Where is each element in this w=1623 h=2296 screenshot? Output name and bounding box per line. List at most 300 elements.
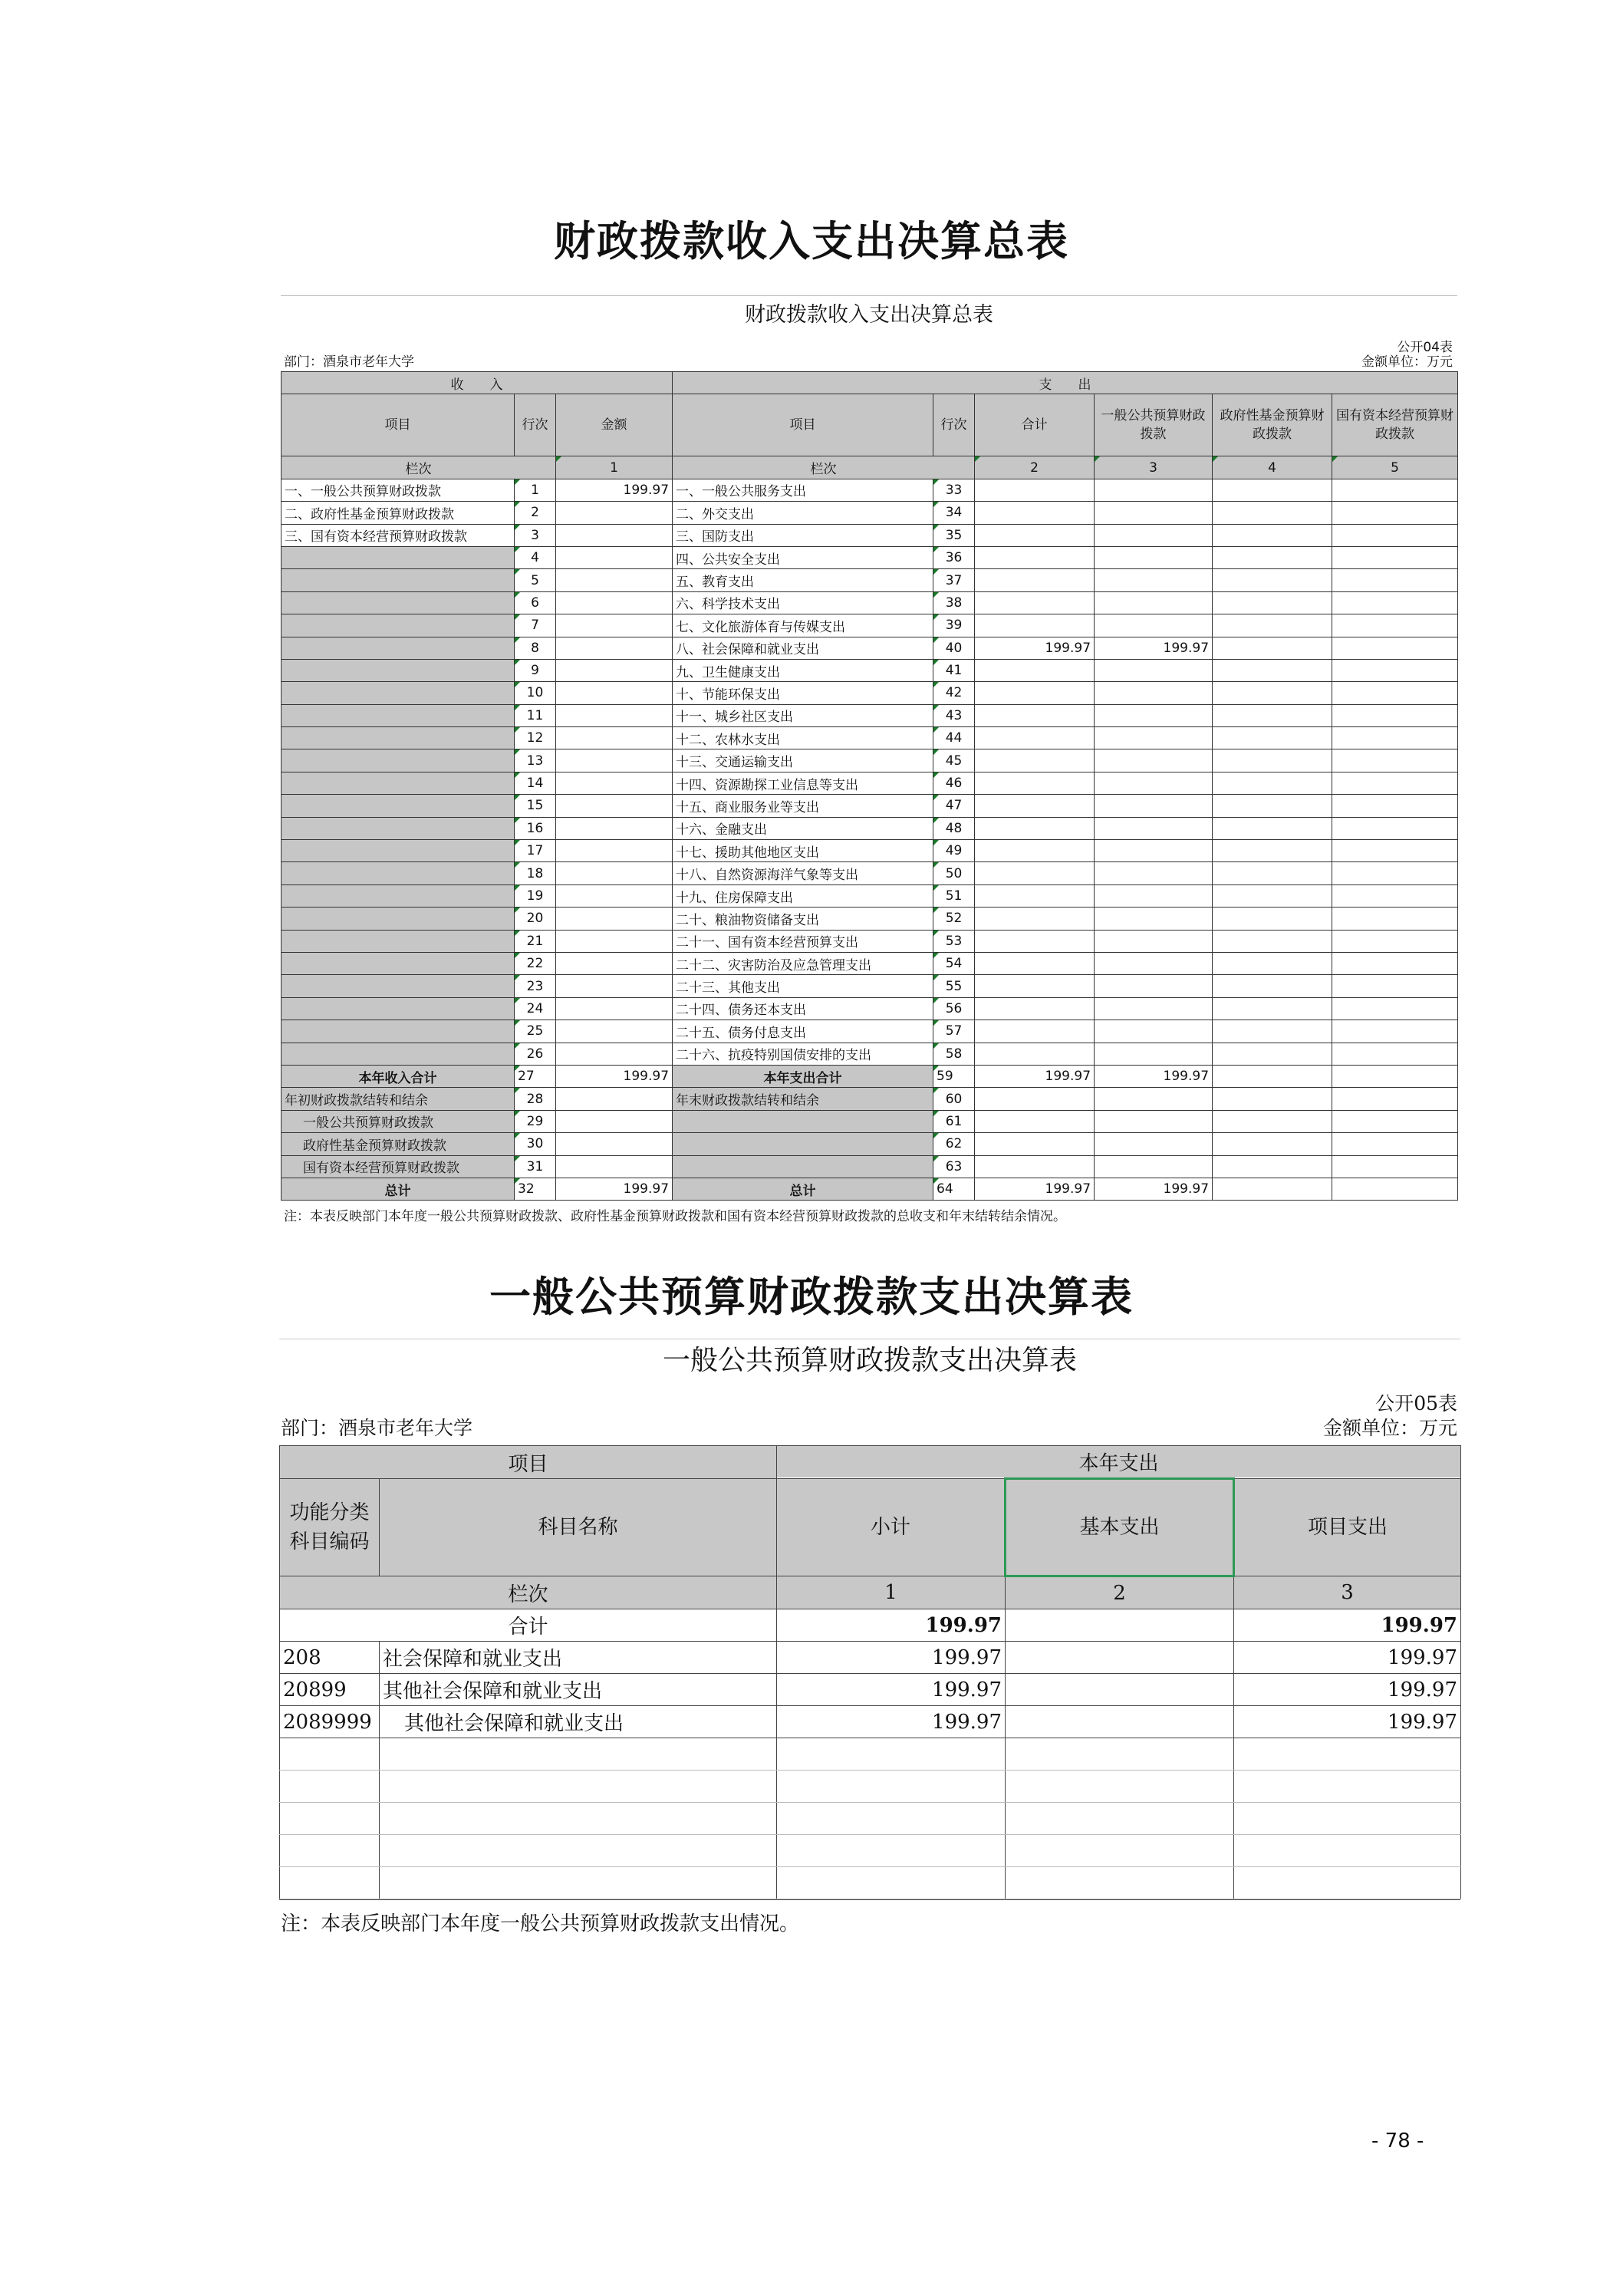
income-amount: 199.97 bbox=[556, 479, 673, 501]
table1-row bbox=[281, 659, 1458, 681]
expense-item: 十一、城乡社区支出 bbox=[673, 704, 933, 726]
carry-income-item: 年初财政拨款结转和结余 bbox=[281, 1088, 515, 1110]
income-line: 14 bbox=[515, 772, 556, 794]
empty-cell bbox=[380, 1835, 777, 1867]
total-label: 合计 bbox=[280, 1609, 777, 1642]
carry-income-item: 国有资本经营预算财政拨款 bbox=[281, 1155, 515, 1178]
table1-row bbox=[281, 682, 1458, 704]
income-item bbox=[281, 997, 515, 1020]
empty-cell bbox=[777, 1803, 1006, 1835]
col-no: 2 bbox=[1006, 1576, 1234, 1609]
income-item bbox=[281, 614, 515, 637]
table1-dept: 部门：酒泉市老年大学 bbox=[284, 354, 414, 370]
table2-code: 公开05表 bbox=[1375, 1392, 1457, 1415]
empty-cell bbox=[1213, 524, 1332, 546]
empty-cell bbox=[1006, 1738, 1234, 1771]
income-line: 19 bbox=[515, 884, 556, 907]
empty-cell bbox=[1095, 1133, 1213, 1155]
col-no: 1 bbox=[556, 456, 673, 479]
subject-name: 其他社会保障和就业支出 bbox=[380, 1706, 777, 1738]
empty-cell bbox=[1213, 1155, 1332, 1178]
empty-cell bbox=[1213, 614, 1332, 637]
income-line: 18 bbox=[515, 862, 556, 884]
col-total: 合计 bbox=[975, 394, 1095, 456]
expense-line: 39 bbox=[933, 614, 975, 637]
income-line: 8 bbox=[515, 637, 556, 659]
income-line: 13 bbox=[515, 749, 556, 772]
col-line: 行次 bbox=[515, 394, 556, 456]
expense-general bbox=[1095, 546, 1213, 568]
table2-body bbox=[280, 1642, 1461, 1899]
col-no: 3 bbox=[1095, 456, 1213, 479]
income-item bbox=[281, 817, 515, 839]
table2-blank-row bbox=[280, 1738, 1461, 1771]
empty-cell bbox=[1213, 908, 1332, 930]
empty-cell bbox=[777, 1835, 1006, 1867]
carry-expense-item: 年末财政拨款结转和结余 bbox=[673, 1088, 933, 1110]
table1-row bbox=[281, 997, 1458, 1020]
expense-item: 五、教育支出 bbox=[673, 569, 933, 591]
table1-row bbox=[281, 908, 1458, 930]
empty-cell bbox=[1234, 1803, 1461, 1835]
income-line: 10 bbox=[515, 682, 556, 704]
expense-general bbox=[1095, 975, 1213, 997]
expense-general bbox=[1095, 569, 1213, 591]
expense-line: 36 bbox=[933, 546, 975, 568]
income-amount bbox=[556, 952, 673, 974]
sum-expense-line: 59 bbox=[933, 1065, 975, 1087]
expense-total bbox=[975, 1043, 1095, 1065]
table1-row bbox=[281, 817, 1458, 839]
col-amount: 金额 bbox=[556, 394, 673, 456]
expense-line: 49 bbox=[933, 840, 975, 862]
income-amount bbox=[556, 569, 673, 591]
expense-line: 46 bbox=[933, 772, 975, 794]
subtotal-value: 199.97 bbox=[777, 1674, 1006, 1706]
table1-row bbox=[281, 952, 1458, 974]
empty-cell bbox=[1332, 569, 1458, 591]
sum-expense-label: 本年支出合计 bbox=[673, 1065, 933, 1087]
empty-cell bbox=[1213, 1133, 1332, 1155]
empty-cell bbox=[1332, 682, 1458, 704]
income-item bbox=[281, 975, 515, 997]
grand-income-line: 32 bbox=[515, 1178, 556, 1200]
empty-cell bbox=[1213, 952, 1332, 974]
empty-cell bbox=[1234, 1771, 1461, 1803]
empty-cell bbox=[1332, 930, 1458, 952]
expense-total bbox=[975, 908, 1095, 930]
expense-general bbox=[1095, 884, 1213, 907]
empty-cell bbox=[1213, 1020, 1332, 1043]
income-line: 22 bbox=[515, 952, 556, 974]
empty-cell bbox=[380, 1803, 777, 1835]
col-item: 项目 bbox=[280, 1446, 777, 1479]
empty-cell bbox=[1332, 772, 1458, 794]
table1-row bbox=[281, 1020, 1458, 1043]
table1-header-row bbox=[281, 372, 1458, 394]
income-line: 15 bbox=[515, 795, 556, 817]
expense-line: 54 bbox=[933, 952, 975, 974]
subject-code: 20899 bbox=[280, 1674, 380, 1706]
income-item bbox=[281, 1043, 515, 1065]
income-amount bbox=[556, 546, 673, 568]
income-line: 3 bbox=[515, 524, 556, 546]
col-project: 项目支出 bbox=[1234, 1479, 1461, 1576]
expense-general bbox=[1095, 908, 1213, 930]
col-item: 项目 bbox=[673, 394, 933, 456]
table1-row bbox=[281, 840, 1458, 862]
empty-cell bbox=[1213, 682, 1332, 704]
table1-carry-row bbox=[281, 1088, 1458, 1110]
income-item bbox=[281, 952, 515, 974]
expense-general bbox=[1095, 1043, 1213, 1065]
income-item bbox=[281, 569, 515, 591]
empty-cell bbox=[1332, 546, 1458, 568]
income-item bbox=[281, 591, 515, 614]
col-general: 一般公共预算财政拨款 bbox=[1095, 394, 1213, 456]
empty-cell bbox=[556, 1110, 673, 1132]
expense-total bbox=[975, 975, 1095, 997]
empty-cell bbox=[280, 1835, 380, 1867]
total-subtotal: 199.97 bbox=[777, 1609, 1006, 1642]
expense-item: 十四、资源勘探工业信息等支出 bbox=[673, 772, 933, 794]
empty-cell bbox=[1332, 795, 1458, 817]
empty-cell bbox=[1213, 1178, 1332, 1200]
expense-general bbox=[1095, 479, 1213, 501]
income-amount bbox=[556, 614, 673, 637]
table2-title: 一般公共预算财政拨款支出决算表 bbox=[279, 1339, 1460, 1382]
empty-cell bbox=[1213, 975, 1332, 997]
expense-general bbox=[1095, 840, 1213, 862]
project-value: 199.97 bbox=[1234, 1706, 1461, 1738]
empty-cell bbox=[556, 1133, 673, 1155]
carry-expense-line: 62 bbox=[933, 1133, 975, 1155]
empty-cell bbox=[1213, 1088, 1332, 1110]
expense-item: 二十五、债务付息支出 bbox=[673, 1020, 933, 1043]
carry-income-item: 政府性基金预算财政拨款 bbox=[281, 1133, 515, 1155]
col-year: 本年支出 bbox=[777, 1446, 1461, 1479]
expense-total bbox=[975, 659, 1095, 681]
expense-line: 45 bbox=[933, 749, 975, 772]
empty-cell bbox=[1332, 1110, 1458, 1132]
empty-cell bbox=[777, 1771, 1006, 1803]
empty-cell bbox=[777, 1867, 1006, 1899]
carry-expense-item bbox=[673, 1133, 933, 1155]
expense-item: 二、外交支出 bbox=[673, 502, 933, 524]
empty-cell bbox=[1213, 795, 1332, 817]
expense-total bbox=[975, 704, 1095, 726]
table1-label-row bbox=[281, 456, 1458, 479]
income-item bbox=[281, 727, 515, 749]
col-label: 栏次 bbox=[673, 456, 975, 479]
income-line: 24 bbox=[515, 997, 556, 1020]
expense-item: 十七、援助其他地区支出 bbox=[673, 840, 933, 862]
expense-total bbox=[975, 502, 1095, 524]
empty-cell bbox=[1234, 1867, 1461, 1899]
expense-total bbox=[975, 862, 1095, 884]
table1-note: 注：本表反映部门本年度一般公共预算财政拨款、政府性基金预算财政拨款和国有资本经营预算财政拨款的总收支和年末结转结余情况。 bbox=[284, 1209, 1066, 1225]
empty-cell bbox=[1332, 1020, 1458, 1043]
expense-item: 十三、交通运输支出 bbox=[673, 749, 933, 772]
table1-meta bbox=[281, 334, 1457, 371]
col-no: 4 bbox=[1213, 456, 1332, 479]
empty-cell bbox=[556, 1155, 673, 1178]
carry-expense-item bbox=[673, 1110, 933, 1132]
basic-value bbox=[1006, 1642, 1234, 1674]
empty-cell bbox=[1095, 1088, 1213, 1110]
empty-cell bbox=[1006, 1771, 1234, 1803]
table1-row bbox=[281, 637, 1458, 659]
sum-expense-total: 199.97 bbox=[975, 1065, 1095, 1087]
carry-income-line: 30 bbox=[515, 1133, 556, 1155]
table1 bbox=[281, 371, 1458, 1201]
col-subtotal: 小计 bbox=[777, 1479, 1006, 1576]
basic-value bbox=[1006, 1674, 1234, 1706]
table2-row bbox=[280, 1674, 1461, 1706]
income-amount bbox=[556, 659, 673, 681]
grand-expense-total: 199.97 bbox=[975, 1178, 1095, 1200]
empty-cell bbox=[1213, 637, 1332, 659]
income-item bbox=[281, 546, 515, 568]
empty-cell bbox=[1095, 1110, 1213, 1132]
table2-total-row bbox=[280, 1609, 1461, 1642]
table2-dept: 部门：酒泉市老年大学 bbox=[281, 1417, 473, 1439]
income-amount bbox=[556, 1043, 673, 1065]
empty-cell bbox=[1332, 637, 1458, 659]
income-amount bbox=[556, 772, 673, 794]
expense-total bbox=[975, 884, 1095, 907]
expense-item: 十九、住房保障支出 bbox=[673, 884, 933, 907]
expense-line: 43 bbox=[933, 704, 975, 726]
expense-general bbox=[1095, 749, 1213, 772]
expense-item: 二十二、灾害防治及应急管理支出 bbox=[673, 952, 933, 974]
carry-income-line: 29 bbox=[515, 1110, 556, 1132]
income-line: 5 bbox=[515, 569, 556, 591]
col-no: 5 bbox=[1332, 456, 1458, 479]
table2 bbox=[279, 1445, 1461, 1899]
income-item bbox=[281, 1020, 515, 1043]
expense-item: 十八、自然资源海洋气象等支出 bbox=[673, 862, 933, 884]
empty-cell bbox=[1213, 479, 1332, 501]
expense-total bbox=[975, 682, 1095, 704]
empty-cell bbox=[1332, 1178, 1458, 1200]
expense-item: 十二、农林水支出 bbox=[673, 727, 933, 749]
subtotal-value: 199.97 bbox=[777, 1706, 1006, 1738]
table1-row bbox=[281, 727, 1458, 749]
expense-line: 44 bbox=[933, 727, 975, 749]
carry-income-line: 31 bbox=[515, 1155, 556, 1178]
col-label: 栏次 bbox=[280, 1576, 777, 1609]
empty-cell bbox=[1213, 749, 1332, 772]
expense-total bbox=[975, 479, 1095, 501]
expense-general bbox=[1095, 997, 1213, 1020]
empty-cell bbox=[1332, 727, 1458, 749]
empty-cell bbox=[1234, 1835, 1461, 1867]
income-amount bbox=[556, 637, 673, 659]
expense-total bbox=[975, 795, 1095, 817]
empty-cell bbox=[1213, 772, 1332, 794]
expense-general bbox=[1095, 795, 1213, 817]
table1-row bbox=[281, 479, 1458, 501]
expense-line: 41 bbox=[933, 659, 975, 681]
carry-income-item: 一般公共预算财政拨款 bbox=[281, 1110, 515, 1132]
expense-line: 47 bbox=[933, 795, 975, 817]
income-line: 23 bbox=[515, 975, 556, 997]
carry-expense-line: 63 bbox=[933, 1155, 975, 1178]
expense-item: 一、一般公共服务支出 bbox=[673, 479, 933, 501]
expense-general bbox=[1095, 817, 1213, 839]
expense-general bbox=[1095, 952, 1213, 974]
expense-total bbox=[975, 524, 1095, 546]
income-line: 20 bbox=[515, 908, 556, 930]
grand-expense-line: 64 bbox=[933, 1178, 975, 1200]
empty-cell bbox=[1332, 1043, 1458, 1065]
empty-cell bbox=[1006, 1867, 1234, 1899]
expense-item: 八、社会保障和就业支出 bbox=[673, 637, 933, 659]
grand-income-amount: 199.97 bbox=[556, 1178, 673, 1200]
table1-title: 财政拨款收入支出决算总表 bbox=[281, 295, 1457, 334]
income-amount bbox=[556, 908, 673, 930]
carry-expense-line: 60 bbox=[933, 1088, 975, 1110]
expense-general bbox=[1095, 524, 1213, 546]
table2-label-row bbox=[280, 1576, 1461, 1609]
table2-blank-row bbox=[280, 1803, 1461, 1835]
empty-cell bbox=[1006, 1803, 1234, 1835]
empty-cell bbox=[1332, 817, 1458, 839]
col-line: 行次 bbox=[933, 394, 975, 456]
income-item bbox=[281, 659, 515, 681]
income-item bbox=[281, 637, 515, 659]
col-basic[interactable]: 基本支出 bbox=[1006, 1479, 1234, 1576]
income-amount bbox=[556, 591, 673, 614]
expense-general bbox=[1095, 862, 1213, 884]
basic-value bbox=[1006, 1706, 1234, 1738]
expense-total bbox=[975, 727, 1095, 749]
empty-cell bbox=[1332, 862, 1458, 884]
table1-row bbox=[281, 704, 1458, 726]
expense-general bbox=[1095, 659, 1213, 681]
sum-expense-general: 199.97 bbox=[1095, 1065, 1213, 1087]
expense-general bbox=[1095, 502, 1213, 524]
income-item bbox=[281, 704, 515, 726]
project-value: 199.97 bbox=[1234, 1674, 1461, 1706]
page-number: - 78 - bbox=[1371, 2130, 1424, 2153]
empty-cell bbox=[1213, 884, 1332, 907]
income-amount bbox=[556, 502, 673, 524]
income-item: 二、政府性基金预算财政拨款 bbox=[281, 502, 515, 524]
table2-blank-row bbox=[280, 1867, 1461, 1899]
income-amount bbox=[556, 817, 673, 839]
empty-cell bbox=[1332, 591, 1458, 614]
empty-cell bbox=[1332, 840, 1458, 862]
table1-row bbox=[281, 795, 1458, 817]
table1-code: 公开04表 bbox=[1397, 340, 1453, 355]
income-amount bbox=[556, 997, 673, 1020]
table1-column-row bbox=[281, 394, 1458, 456]
income-amount bbox=[556, 795, 673, 817]
col-no: 1 bbox=[777, 1576, 1006, 1609]
income-line: 26 bbox=[515, 1043, 556, 1065]
table2-note: 注：本表反映部门本年度一般公共预算财政拨款支出情况。 bbox=[279, 1899, 1460, 1944]
subject-code: 2089999 bbox=[280, 1706, 380, 1738]
empty-cell bbox=[1332, 997, 1458, 1020]
subject-code: 208 bbox=[280, 1642, 380, 1674]
empty-cell bbox=[1213, 546, 1332, 568]
page-heading-1: 财政拨款收入支出决算总表 bbox=[554, 217, 1069, 265]
table1-row bbox=[281, 862, 1458, 884]
empty-cell bbox=[1213, 659, 1332, 681]
income-amount bbox=[556, 930, 673, 952]
expense-line: 35 bbox=[933, 524, 975, 546]
table2-row bbox=[280, 1706, 1461, 1738]
income-line: 17 bbox=[515, 840, 556, 862]
empty-cell bbox=[1332, 524, 1458, 546]
grand-income-label: 总计 bbox=[281, 1178, 515, 1200]
expense-general bbox=[1095, 704, 1213, 726]
grand-expense-label: 总计 bbox=[673, 1178, 933, 1200]
income-amount bbox=[556, 524, 673, 546]
income-line: 11 bbox=[515, 704, 556, 726]
expense-total bbox=[975, 952, 1095, 974]
expense-general bbox=[1095, 1020, 1213, 1043]
empty-cell bbox=[1213, 817, 1332, 839]
income-line: 21 bbox=[515, 930, 556, 952]
empty-cell bbox=[1332, 749, 1458, 772]
subject-name: 其他社会保障和就业支出 bbox=[380, 1674, 777, 1706]
expense-general bbox=[1095, 614, 1213, 637]
expense-general bbox=[1095, 682, 1213, 704]
income-line: 6 bbox=[515, 591, 556, 614]
expense-total: 199.97 bbox=[975, 637, 1095, 659]
table2-meta bbox=[279, 1382, 1460, 1445]
empty-cell bbox=[1213, 569, 1332, 591]
income-item bbox=[281, 749, 515, 772]
subject-name: 社会保障和就业支出 bbox=[380, 1642, 777, 1674]
empty-cell bbox=[1332, 1133, 1458, 1155]
table1-row bbox=[281, 614, 1458, 637]
expense-line: 53 bbox=[933, 930, 975, 952]
income-amount bbox=[556, 749, 673, 772]
empty-cell bbox=[1332, 479, 1458, 501]
table1-row bbox=[281, 884, 1458, 907]
expense-item: 三、国防支出 bbox=[673, 524, 933, 546]
table1-unit: 金额单位：万元 bbox=[1361, 354, 1453, 370]
income-amount bbox=[556, 682, 673, 704]
income-item: 一、一般公共预算财政拨款 bbox=[281, 479, 515, 501]
empty-cell bbox=[280, 1867, 380, 1899]
expense-general bbox=[1095, 727, 1213, 749]
table1-carry-row bbox=[281, 1155, 1458, 1178]
expense-general bbox=[1095, 591, 1213, 614]
table2-blank-row bbox=[280, 1835, 1461, 1867]
expense-total bbox=[975, 749, 1095, 772]
empty-cell bbox=[280, 1771, 380, 1803]
expense-line: 57 bbox=[933, 1020, 975, 1043]
total-basic bbox=[1006, 1609, 1234, 1642]
income-amount bbox=[556, 727, 673, 749]
expense-item: 二十、粮油物资储备支出 bbox=[673, 908, 933, 930]
empty-cell bbox=[975, 1110, 1095, 1132]
expense-item: 十六、金融支出 bbox=[673, 817, 933, 839]
table1-row bbox=[281, 546, 1458, 568]
empty-cell bbox=[1213, 591, 1332, 614]
expense-line: 55 bbox=[933, 975, 975, 997]
income-amount bbox=[556, 975, 673, 997]
income-amount bbox=[556, 1020, 673, 1043]
sum-income-label: 本年收入合计 bbox=[281, 1065, 515, 1087]
empty-cell bbox=[1332, 659, 1458, 681]
empty-cell bbox=[380, 1771, 777, 1803]
